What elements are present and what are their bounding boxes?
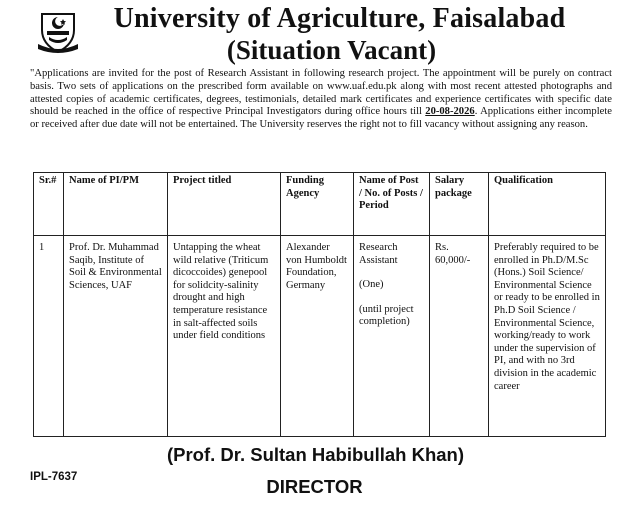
- cell-funding: Alexander von Humboldt Foundation, Germany: [281, 236, 354, 437]
- cell-name: Prof. Dr. Muhammad Saqib, Institute of Soil & Environmental Sciences, UAF: [64, 236, 168, 437]
- cell-salary: [430, 236, 489, 437]
- header-name: Name of PI/PM: [64, 173, 168, 236]
- header-funding: Funding Agency: [281, 173, 354, 236]
- cell-qualification: Preferably required to be enrolled in Ph.D/M.Sc (Hons.) Soil Science/ Environmental Science or ready to be enrolled in Ph.D Soil Science / Environmental Science, working/ready to work under the supervision of PI, and with no 3rd division in the academic career: [489, 236, 606, 437]
- header-post: Name of Post / No. of Posts / Period: [354, 173, 430, 236]
- cell-project: Untapping the wheat wild relative (Triticum dicoccoides) genepool for solidcity-salinity drought and high temperature resistance in salt-affected soils under field conditions: [168, 236, 281, 437]
- intro-text: "Applications are invited for the post of Research Assistant in following research project. The appointment will be purely on contract basis. Two sets of applications on the prescribed form available on www.uaf.edu.pk along with most recent attested photographs and attested copies of academic certificates, degrees, testimonials, detailed mark certificates and experience certificates with specific date should be reached in the office of respective Principal Investigators during office hours till: [30, 68, 612, 118]
- table-row: [34, 236, 606, 437]
- salary-currency: Rs.: [435, 242, 449, 253]
- header-qualification: Qualification: [489, 173, 606, 236]
- cell-post: [354, 236, 430, 437]
- table-header-row: [34, 173, 606, 236]
- reference-code: IPL-7637: [30, 471, 78, 483]
- header-salary: Salary package: [430, 173, 489, 236]
- intro-paragraph: [30, 68, 612, 132]
- vacancy-table: [33, 172, 606, 437]
- post-count: (One): [359, 279, 384, 291]
- signer-name: (Prof. Dr. Sultan Habibullah Khan): [166, 444, 465, 465]
- cell-sr: 1: [34, 236, 64, 437]
- signer-designation: DIRECTOR: [266, 476, 363, 497]
- post-period: (until project completion): [359, 303, 414, 328]
- post-name: Research Assistant: [359, 242, 398, 266]
- page-title: University of Agriculture, Faisalabad: [113, 3, 566, 34]
- page-subtitle: (Situation Vacant): [226, 35, 437, 65]
- header-sr: Sr.#: [34, 173, 64, 236]
- deadline-date: 20-08-2026: [425, 106, 475, 118]
- header-project: Project titled: [168, 173, 281, 236]
- salary-amount: 60,000/-: [435, 254, 471, 266]
- intro-text-continued: . Applications either incomplete or received after due date will not be entertained. The University reserves the right not to fill vacancy without assigning any reason.: [30, 106, 612, 131]
